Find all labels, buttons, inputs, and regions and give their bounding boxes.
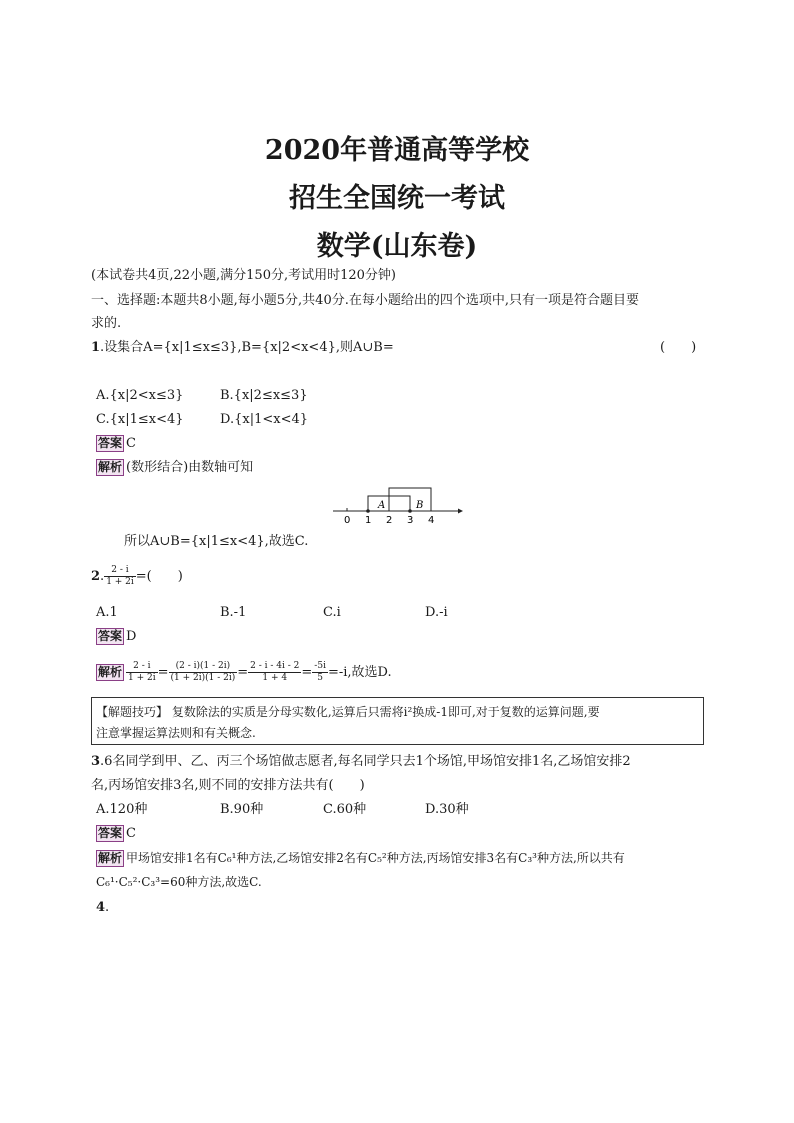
q2-option-c: C.i — [323, 605, 341, 620]
exam-intro: (本试卷共4页,22小题,满分150分,考试用时120分钟) — [91, 268, 396, 283]
q2-option-a: A.1 — [96, 605, 118, 620]
q2-step-2: $\frac{(2 - i)(1 - 2i)}{(1 + 2i)(1 - 2i)}$ — [170, 661, 236, 683]
q2-answer: D — [126, 629, 137, 644]
q3-analysis-cont: C₆¹·C₅²·C₃³=60种方法,故选C. — [96, 875, 262, 889]
set-a-right-endpoint — [408, 509, 412, 513]
analysis-tag: 解析 — [98, 851, 123, 865]
q3-answer-row — [96, 824, 136, 844]
number-line-diagram — [330, 484, 466, 528]
tick-label-2: 2 — [386, 515, 393, 526]
tick-label-4: 4 — [428, 515, 435, 526]
question-2-number: 2 — [91, 569, 101, 584]
q2-answer-row — [96, 627, 136, 647]
analysis-tag: 解析 — [98, 460, 123, 474]
q2-option-d: D.-i — [425, 605, 448, 620]
q3-option-d: D.30种 — [425, 802, 469, 817]
q2-option-b: B.-1 — [220, 605, 247, 620]
q1-analysis: (数形结合)由数轴可知 — [126, 460, 254, 475]
q3-analysis: 甲场馆安排1名有C₆¹种方法,乙场馆安排2名有C₅²种方法,丙场馆安排3名有C₃³种方法,所以共有 — [126, 851, 625, 865]
q1-option-d: D.{x|1<x<4} — [220, 412, 309, 427]
q2-analysis-row: 解析 $\frac{2 - i}{1 + 2i}$ = $\frac{(2 - i)(1 - 2i)}{(1 + 2i)(1 - 2i)}$ = $\frac{2 - i - 4i - 2}{1 + 4}$ = $\frac{-5i}{5}$ =-i,故选D. — [98, 661, 392, 683]
solving-tip-line-1: 【解题技巧】 复数除法的实质是分母实数化,运算后只需将i²换成-1即可,对于复数的运算问题,要 — [96, 705, 600, 719]
question-3-stem-cont: 名,丙场馆安排3名,则不同的安排方法共有( ) — [91, 778, 365, 793]
q2-step-4: $\frac{-5i}{5}$ — [314, 661, 326, 683]
question-3-number: 3 — [91, 754, 101, 769]
q1-analysis-row — [96, 458, 253, 478]
q2-step-1: $\frac{2 - i}{1 + 2i}$ — [128, 661, 156, 683]
paper-subject-title: 数学(山东卷) — [316, 231, 478, 262]
question-3-stem — [91, 752, 631, 772]
q3-answer: C — [126, 826, 136, 841]
q1-option-b: B.{x|2≤x≤3} — [220, 388, 308, 403]
question-2-blank: =( ) — [135, 569, 183, 584]
paper-year-title: 2020年普通高等学校 — [264, 135, 530, 166]
q1-option-a: A.{x|2<x≤3} — [96, 388, 184, 403]
question-1-text: .设集合A={x|1≤x≤3},B={x|2<x<4},则A∪B= — [100, 340, 394, 355]
set-b-label: B — [416, 500, 424, 511]
question-1-stem — [91, 338, 394, 358]
tick-label-3: 3 — [407, 515, 414, 526]
section-1-instructions: 一、选择题:本题共8小题,每小题5分,共40分.在每小题给出的四个选项中,只有一项是符合题目要 — [91, 293, 639, 308]
tick-label-0: 0 — [344, 515, 351, 526]
q3-analysis-row — [96, 848, 625, 868]
section-1-instructions-cont: 求的. — [91, 316, 122, 331]
q1-answer-row — [96, 434, 136, 454]
question-1-blank: ( ) — [660, 340, 697, 355]
paper-exam-title: 招生全国统一考试 — [289, 183, 505, 214]
q1-option-c: C.{x|1≤x<4} — [96, 412, 184, 427]
question-4-number: 4 — [96, 900, 106, 915]
question-3-text: .6名同学到甲、乙、丙三个场馆做志愿者,每名同学只去1个场馆,甲场馆安排1名,乙场馆安排2 — [100, 754, 631, 769]
solving-tip-line-2: 注意掌握运算法则和有关概念. — [96, 726, 256, 740]
number-line-arrow — [458, 509, 463, 514]
set-a-label: A — [378, 500, 386, 511]
q1-answer: C — [126, 436, 136, 451]
q2-fraction: $\frac{2 - i}{1 + 2i}$ — [106, 565, 134, 587]
q2-result: =-i,故选D. — [327, 665, 392, 680]
answer-tag: 答案 — [98, 436, 123, 450]
tick-label-1: 1 — [365, 515, 372, 526]
answer-tag: 答案 — [98, 629, 123, 643]
question-1-number: 1 — [91, 340, 101, 355]
q2-step-3: $\frac{2 - i - 4i - 2}{1 + 4}$ — [250, 661, 300, 683]
analysis-tag: 解析 — [98, 665, 123, 679]
q3-option-b: B.90种 — [220, 802, 264, 817]
answer-tag: 答案 — [98, 826, 123, 840]
question-4-stem: 4. — [96, 900, 110, 915]
set-a-left-endpoint — [366, 509, 370, 513]
question-2-stem: 2. $\frac{2 - i}{1 + 2i}$ =( ) — [91, 565, 183, 587]
q1-conclusion: 所以A∪B={x|1≤x<4},故选C. — [124, 534, 309, 549]
q3-option-c: C.60种 — [323, 802, 367, 817]
q3-option-a: A.120种 — [96, 802, 148, 817]
